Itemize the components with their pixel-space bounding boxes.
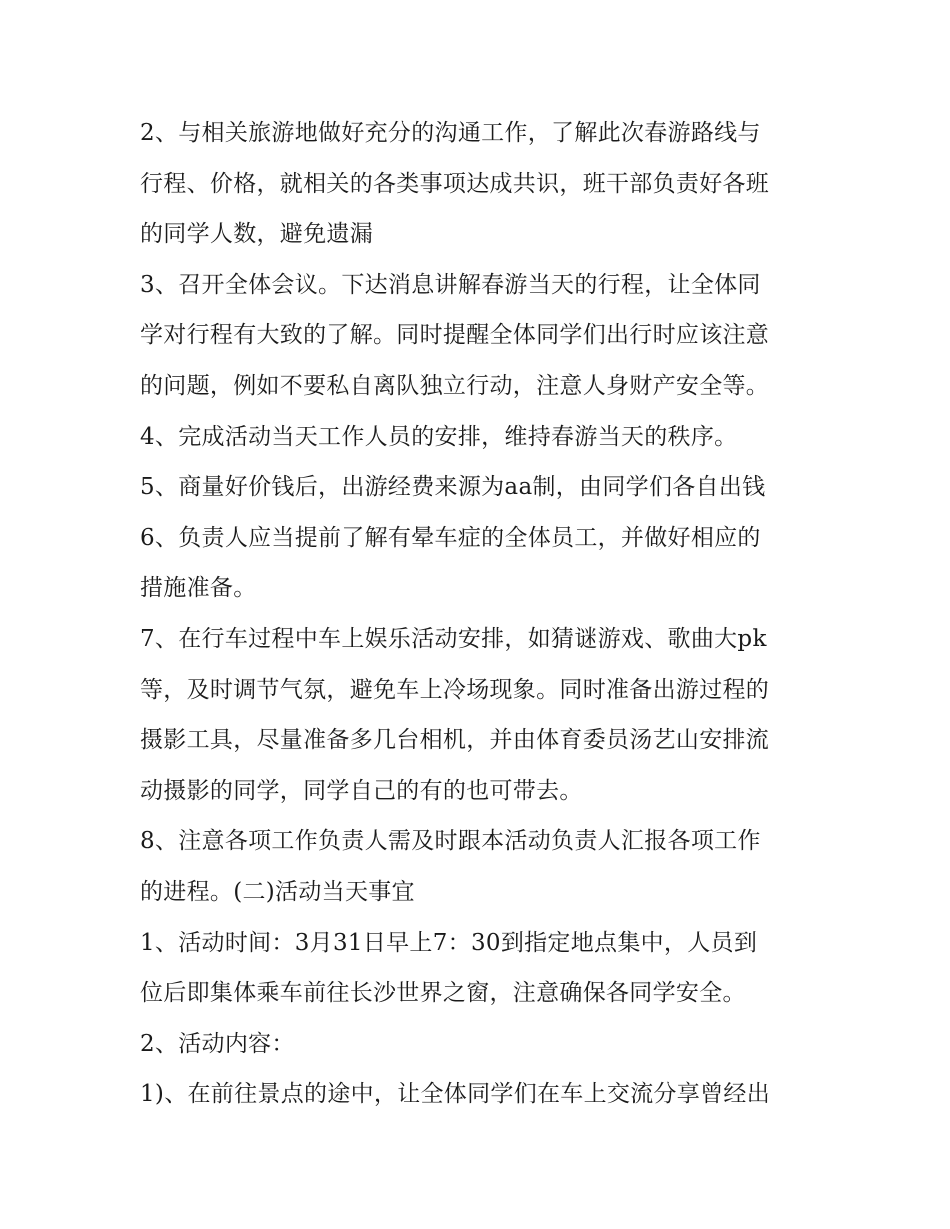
text-line: 6、负责人应当提前了解有晕车症的全体员工，并做好相应的 xyxy=(140,524,761,551)
text-line: 位后即集体乘车前往长沙世界之窗，注意确保各同学安全。 xyxy=(140,980,746,1007)
text-line: 1、活动时间：3月31日早上7：30到指定地点集中，人员到 xyxy=(140,929,758,956)
text-line: 行程、价格，就相关的各类事项达成共识，班干部负责好各班 xyxy=(140,170,770,197)
text-line: 1)、在前往景点的途中，让全体同学们在车上交流分享曾经出 xyxy=(140,1081,771,1108)
text-line: 的进程。(二)活动当天事宜 xyxy=(140,878,415,905)
text-line: 等，及时调节气氛，避免车上冷场现象。同时准备出游过程的 xyxy=(140,676,770,703)
text-line: 的同学人数，避免遗漏 xyxy=(140,221,373,248)
text-line: 8、注意各项工作负责人需及时跟本活动负责人汇报各项工作 xyxy=(140,828,761,855)
text-line: 措施准备。 xyxy=(140,575,257,602)
text-line: 5、商量好价钱后，出游经费来源为aa制，由同学们各自出钱 xyxy=(140,474,766,501)
text-line: 的问题，例如不要私自离队独立行动，注意人身财产安全等。 xyxy=(140,372,770,399)
text-line: 2、与相关旅游地做好充分的沟通工作，了解此次春游路线与 xyxy=(140,120,761,146)
document-body xyxy=(140,108,820,1120)
text-line: 7、在行车过程中车上娱乐活动安排，如猜谜游戏、歌曲大pk xyxy=(140,625,767,652)
text-line: 摄影工具，尽量准备多几台相机，并由体育委员汤艺山安排流 xyxy=(140,727,770,754)
text-line: 动摄影的同学，同学自己的有的也可带去。 xyxy=(140,777,583,804)
text-line: 3、召开全体会议。下达消息讲解春游当天的行程，让全体同 xyxy=(140,271,761,298)
text-line: 4、完成活动当天工作人员的安排，维持春游当天的秩序。 xyxy=(140,423,738,450)
text-line: 2、活动内容： xyxy=(140,1030,295,1057)
text-line: 学对行程有大致的了解。同时提醒全体同学们出行时应该注意 xyxy=(140,322,770,349)
